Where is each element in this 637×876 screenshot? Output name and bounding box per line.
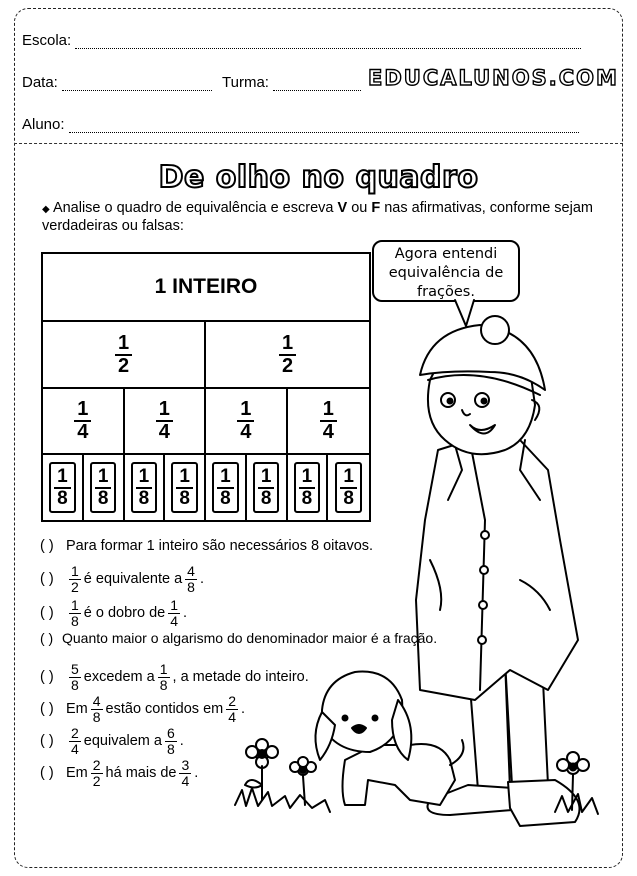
statement-text: é equivalente a <box>83 571 183 588</box>
fraction-denominator: 8 <box>166 740 175 757</box>
eighth-denominator: 8 <box>260 488 272 509</box>
fraction-numerator: 1 <box>170 597 179 613</box>
dog-tail-icon <box>450 740 464 765</box>
eighth-denominator: 8 <box>97 488 109 509</box>
eighth-numerator: 1 <box>176 467 193 489</box>
statement-end: . <box>179 733 184 750</box>
fraction-numerator: 4 <box>92 693 101 709</box>
answer-box[interactable]: ( ) <box>40 669 54 686</box>
fraction-numerator: 2 <box>228 693 237 709</box>
instruction-text-2: ou <box>347 200 372 216</box>
answer-box[interactable]: ( ) <box>40 630 54 646</box>
statement-item <box>40 662 309 692</box>
bubble-line-1: Agora entendi <box>394 246 498 262</box>
bubble-line-2: equivalência de <box>388 265 504 281</box>
quarter-denominator: 4 <box>240 421 252 443</box>
half-numerator: 1 <box>279 333 296 356</box>
statement-text: estão contidos em <box>105 701 224 718</box>
eighth-numerator: 1 <box>258 467 275 489</box>
dog-head-icon <box>322 672 402 752</box>
statement-pre: Em <box>66 765 88 782</box>
answer-box[interactable]: ( ) <box>40 765 54 782</box>
boy-coat-icon <box>416 440 578 700</box>
quarter-denominator: 4 <box>322 421 334 443</box>
educalunos-logo: EDUCALUNOS.COM <box>368 66 619 90</box>
statement-item <box>40 538 373 554</box>
instruction-v: V <box>337 200 348 216</box>
half-denominator: 2 <box>117 354 130 377</box>
instruction-f: F <box>371 200 381 216</box>
statement-text: equivalem a <box>83 733 162 750</box>
eighth-denominator: 8 <box>343 488 354 509</box>
fraction-denominator: 4 <box>228 708 237 725</box>
answer-box[interactable]: ( ) <box>40 733 54 750</box>
fraction-numerator: 2 <box>71 725 79 741</box>
eighth-numerator: 1 <box>54 467 71 489</box>
statement-end: . <box>241 701 246 718</box>
coat-button-icon <box>478 636 486 644</box>
eighth-numerator: 1 <box>340 467 357 489</box>
flower-icon <box>245 739 278 800</box>
eighth-denominator: 8 <box>138 488 150 509</box>
fraction-denominator: 2 <box>71 578 79 595</box>
fraction-denominator: 8 <box>71 612 79 629</box>
coat-button-icon <box>480 566 488 574</box>
answer-box[interactable]: ( ) <box>40 701 54 718</box>
fraction-numerator: 1 <box>159 661 168 677</box>
answer-box[interactable]: ( ) <box>40 571 54 588</box>
fraction-numerator: 1 <box>71 597 79 613</box>
fraction-denominator: 4 <box>170 612 179 629</box>
statement-end: , a metade do inteiro. <box>172 669 309 686</box>
statement-item <box>40 630 437 646</box>
statement-pre: Em <box>66 701 88 718</box>
coat-button-icon <box>481 531 489 539</box>
quarter-numerator: 1 <box>320 399 337 422</box>
page-title: De olho no quadro <box>158 160 479 195</box>
data-label: Data: <box>22 74 58 91</box>
eighth-denominator: 8 <box>57 488 68 509</box>
boy-right-shoe-icon <box>508 780 580 826</box>
statement-item <box>40 758 198 788</box>
eighth-numerator: 1 <box>136 467 153 489</box>
answer-box[interactable]: ( ) <box>40 538 54 554</box>
escola-label: Escola: <box>22 32 72 49</box>
fraction-numerator: 1 <box>71 563 79 579</box>
answer-box[interactable]: ( ) <box>40 605 54 622</box>
quarter-denominator: 4 <box>158 421 170 443</box>
statement-text: é o dobro de <box>83 605 166 622</box>
bubble-tail-icon <box>455 300 474 326</box>
fraction-denominator: 8 <box>187 578 195 595</box>
eighth-numerator: 1 <box>95 467 112 489</box>
coat-button-icon <box>479 601 487 609</box>
statement-end: . <box>183 605 188 622</box>
fraction-numerator: 4 <box>187 563 195 579</box>
eighth-numerator: 1 <box>217 467 234 489</box>
eighth-numerator: 1 <box>299 467 316 489</box>
fraction-numerator: 2 <box>92 757 101 773</box>
instruction-text-1: Analise o quadro de equivalência e escreva <box>52 200 338 216</box>
bubble-line-3: frações. <box>417 284 475 300</box>
statement-item <box>40 598 187 628</box>
aluno-label: Aluno: <box>22 116 65 133</box>
statement-end: . <box>194 765 199 782</box>
half-numerator: 1 <box>115 333 132 356</box>
half-denominator: 2 <box>281 354 294 377</box>
statement-text: excedem a <box>83 669 155 686</box>
whole-label: 1 INTEIRO <box>154 275 258 298</box>
fraction-denominator: 2 <box>92 772 101 789</box>
quarter-denominator: 4 <box>77 421 89 443</box>
statement-text: Para formar 1 inteiro são necessários 8 oitavos. <box>66 538 374 554</box>
fraction-denominator: 4 <box>71 740 79 757</box>
fraction-denominator: 8 <box>159 676 168 693</box>
statement-end: . <box>199 571 204 588</box>
hat-pompom-icon <box>481 316 509 344</box>
quarter-numerator: 1 <box>237 399 254 422</box>
statement-item <box>40 694 245 724</box>
statement-item <box>40 726 184 756</box>
eighth-denominator: 8 <box>301 488 313 509</box>
fraction-denominator: 8 <box>71 676 79 693</box>
statement-text: há mais de <box>105 765 177 782</box>
fraction-numerator: 3 <box>181 757 190 773</box>
quarter-numerator: 1 <box>156 399 173 422</box>
statement-text: Quanto maior o algarismo do denominador maior é a fração. <box>62 630 438 646</box>
instruction-text-3: nas afirmativas, conforme sejam verdadeiras ou falsas: <box>42 200 593 234</box>
quarter-numerator: 1 <box>74 399 91 422</box>
statement-item <box>40 564 204 594</box>
fraction-numerator: 6 <box>166 725 175 741</box>
turma-label: Turma: <box>222 74 269 91</box>
bullet-icon: ◆ <box>42 204 50 215</box>
fraction-numerator: 5 <box>71 661 79 677</box>
fraction-denominator: 4 <box>181 772 190 789</box>
eighth-denominator: 8 <box>220 488 231 509</box>
fraction-denominator: 8 <box>92 708 101 725</box>
eighth-denominator: 8 <box>179 488 190 509</box>
grass-icon <box>235 788 330 812</box>
dog-body-icon <box>343 744 456 805</box>
